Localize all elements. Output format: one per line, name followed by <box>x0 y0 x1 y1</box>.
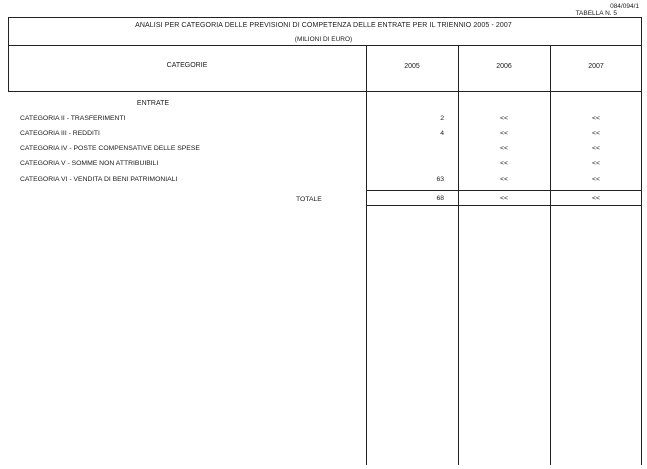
document-code: 084/094/1 <box>610 3 639 10</box>
total-label: TOTALE <box>296 196 322 203</box>
cell-2007: << <box>592 130 600 137</box>
row-label: CATEGORIA II - TRASFERIMENTI <box>20 115 126 122</box>
cell-2007: << <box>592 115 600 122</box>
row-label: CATEGORIA IV - POSTE COMPENSATIVE DELLE SPESE <box>20 145 200 152</box>
total-2005: 68 <box>436 195 444 202</box>
column-line-2006-left <box>458 45 459 465</box>
column-line-2007-left <box>550 45 551 465</box>
row-label: CATEGORIA VI - VENDITA DI BENI PATRIMONIALI <box>20 176 178 183</box>
column-header-categorie: CATEGORIE <box>166 62 208 69</box>
total-top-line <box>366 190 642 191</box>
cell-2006: << <box>500 130 508 137</box>
cell-2007: << <box>592 160 600 167</box>
report-title: ANALISI PER CATEGORIA DELLE PREVISIONI DI COMPETENZA DELLE ENTRATE PER IL TRIENNIO 2005 - 2007 <box>135 22 512 29</box>
cell-2006: << <box>500 176 508 183</box>
cell-2005: 63 <box>436 176 444 183</box>
cell-2006: << <box>500 145 508 152</box>
column-line-2005-left <box>366 45 367 465</box>
column-header-bottom-line <box>8 91 642 92</box>
report-subtitle: (MILIONI DI EURO) <box>294 36 353 43</box>
header-divider-line <box>8 45 642 46</box>
row-label: CATEGORIA III - REDDITI <box>20 130 100 137</box>
column-header-2006: 2006 <box>496 63 512 70</box>
row-label: CATEGORIA V - SOMME NON ATTRIBUIBILI <box>20 160 159 167</box>
column-header-2005: 2005 <box>404 63 420 70</box>
table-number: TABELLA N. 5 <box>575 10 617 17</box>
frame-top-line <box>8 17 642 18</box>
total-bottom-line <box>366 205 642 206</box>
cell-2005: 2 <box>440 115 444 122</box>
cell-2006: << <box>500 115 508 122</box>
column-header-2007: 2007 <box>588 63 604 70</box>
cell-2005: 4 <box>440 130 444 137</box>
section-label-entrate: ENTRATE <box>136 100 170 107</box>
cell-2007: << <box>592 145 600 152</box>
cell-2007: << <box>592 176 600 183</box>
total-2006: << <box>500 195 508 202</box>
cell-2006: << <box>500 160 508 167</box>
total-2007: << <box>592 195 600 202</box>
